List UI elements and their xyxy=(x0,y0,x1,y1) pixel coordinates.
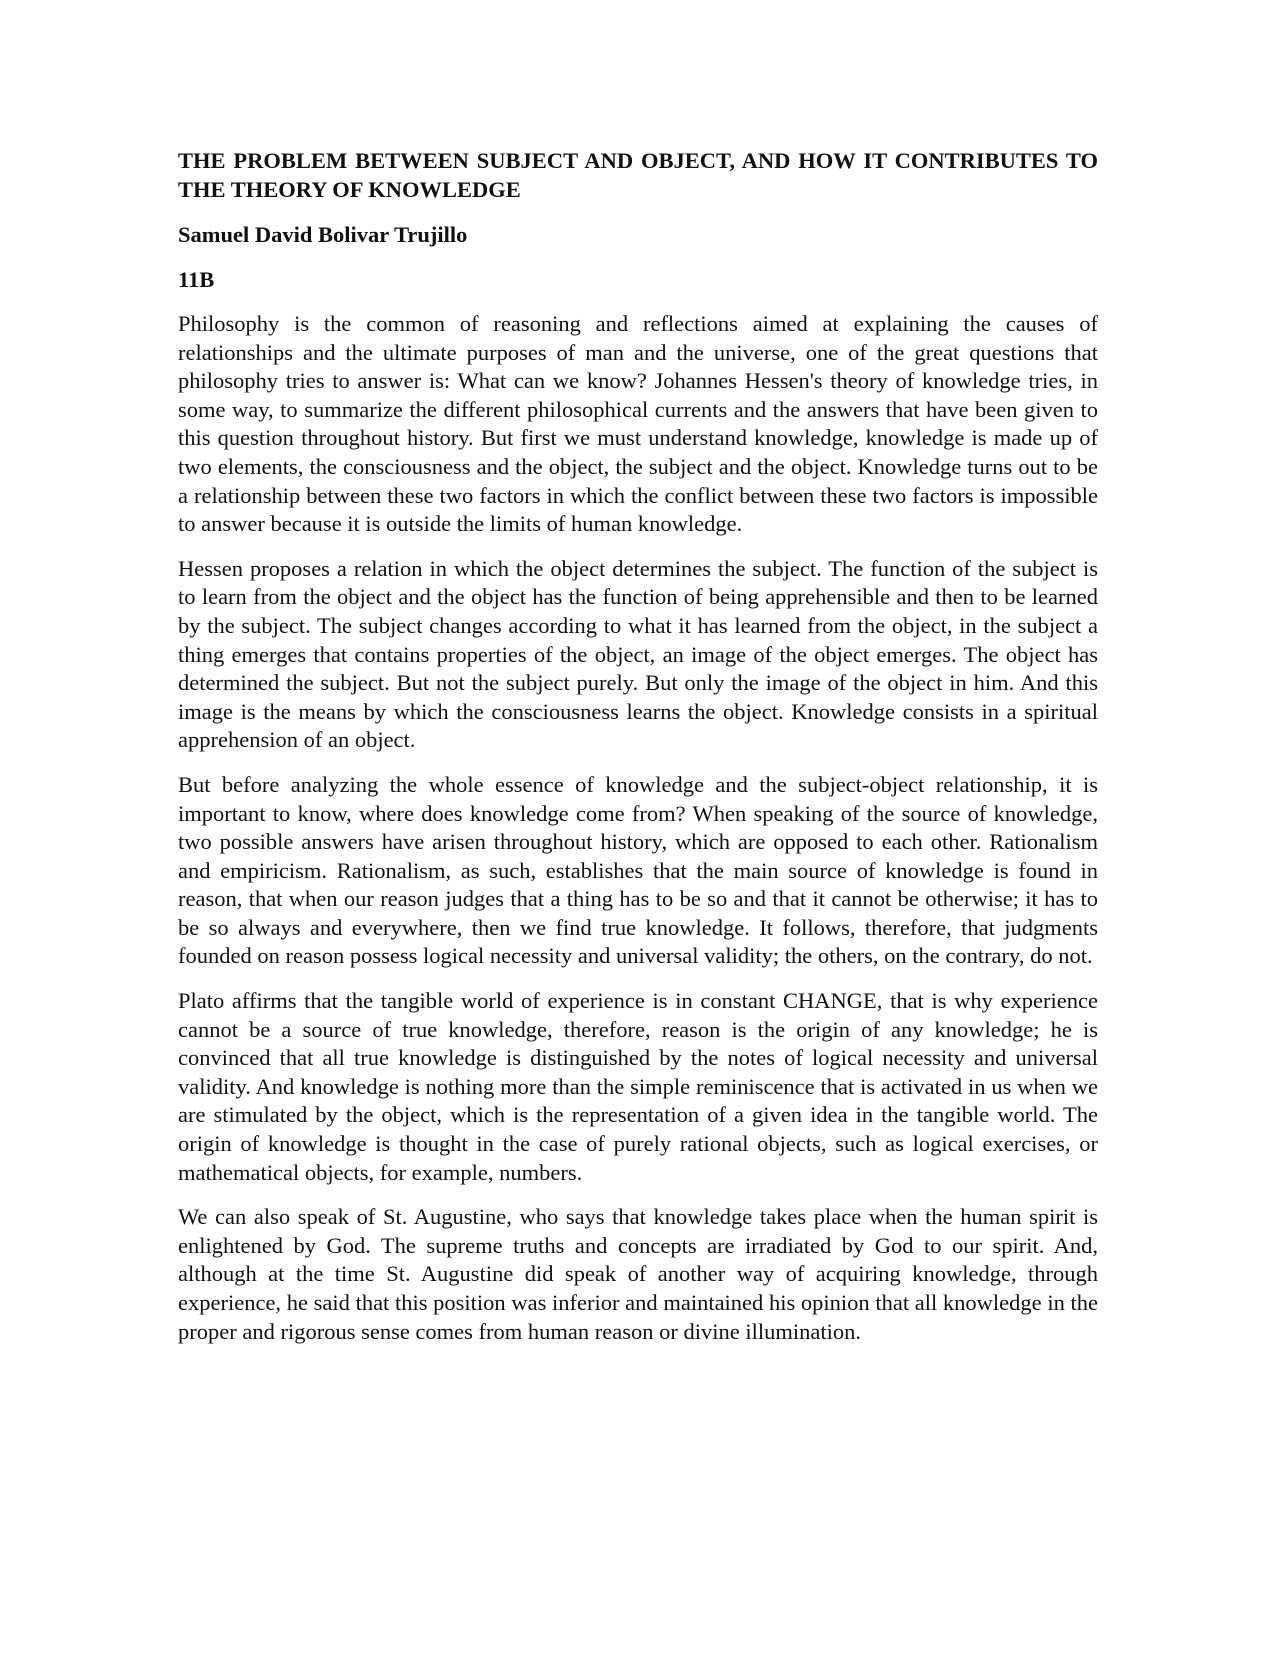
paragraph-2: Hessen proposes a relation in which the object determines the subject. The function of the subject is to learn from the object and the object has the function of being apprehensible and then to be learned by the subject. The subject changes according to what it has learned from the object, in the subject a thing emerges that contains properties of the object, an image of the object emerges. The object has determined the subject. But not the subject purely. But only the image of the object in him. And this image is the means by which the consciousness learns the object. Knowledge consists in a spiritual apprehension of an object. xyxy=(178,555,1098,753)
document-page xyxy=(178,146,1098,1362)
document-title: THE PROBLEM BETWEEN SUBJECT AND OBJECT, AND HOW IT CONTRIBUTES TO THE THEORY OF KNOWLEDGE xyxy=(178,148,1098,202)
paragraph-1: Philosophy is the common of reasoning and reflections aimed at explaining the causes of relationships and the ultimate purposes of man and the universe, one of the great questions that philosophy tries to answer is: What can we know? Johannes Hessen's theory of knowledge tries, in some way, to summarize the different philosophical currents and the answers that have been given to this question throughout history. But first we must understand knowledge, knowledge is made up of two elements, the consciousness and the object, the subject and the object. Knowledge turns out to be a relationship between these two factors in which the conflict between these two factors is impossible to answer because it is outside the limits of human knowledge. xyxy=(178,311,1098,537)
paragraph-3: But before analyzing the whole essence of knowledge and the subject-object relationship, it is important to know, where does knowledge come from? When speaking of the source of knowledge, two possible answers have arisen throughout history, which are opposed to each other. Rationalism and empiricism. Rationalism, as such, establishes that the main source of knowledge is found in reason, that when our reason judges that a thing has to be so and that it cannot be otherwise; it has to be so always and everywhere, then we find true knowledge. It follows, therefore, that judgments founded on reason possess logical necessity and universal validity; the others, on the contrary, do not. xyxy=(178,771,1098,969)
paragraph-5: We can also speak of St. Augustine, who says that knowledge takes place when the human spirit is enlightened by God. The supreme truths and concepts are irradiated by God to our spirit. And, although at the time St. Augustine did speak of another way of acquiring knowledge, through experience, he said that this position was inferior and maintained his opinion that all knowledge in the proper and rigorous sense comes from human reason or divine illumination. xyxy=(178,1204,1098,1344)
paragraph-4: Plato affirms that the tangible world of experience is in constant CHANGE, that is why experience cannot be a source of true knowledge, therefore, reason is the origin of any knowledge; he is convinced that all true knowledge is distinguished by the notes of logical necessity and universal validity. And knowledge is nothing more than the simple reminiscence that is activated in us when we are stimulated by the object, which is the representation of a given idea in the tangible world. The origin of knowledge is thought in the case of purely rational objects, such as logical exercises, or mathematical objects, for example, numbers. xyxy=(178,988,1098,1185)
grade-label: 11B xyxy=(178,267,215,292)
author-name: Samuel David Bolivar Trujillo xyxy=(178,222,468,247)
